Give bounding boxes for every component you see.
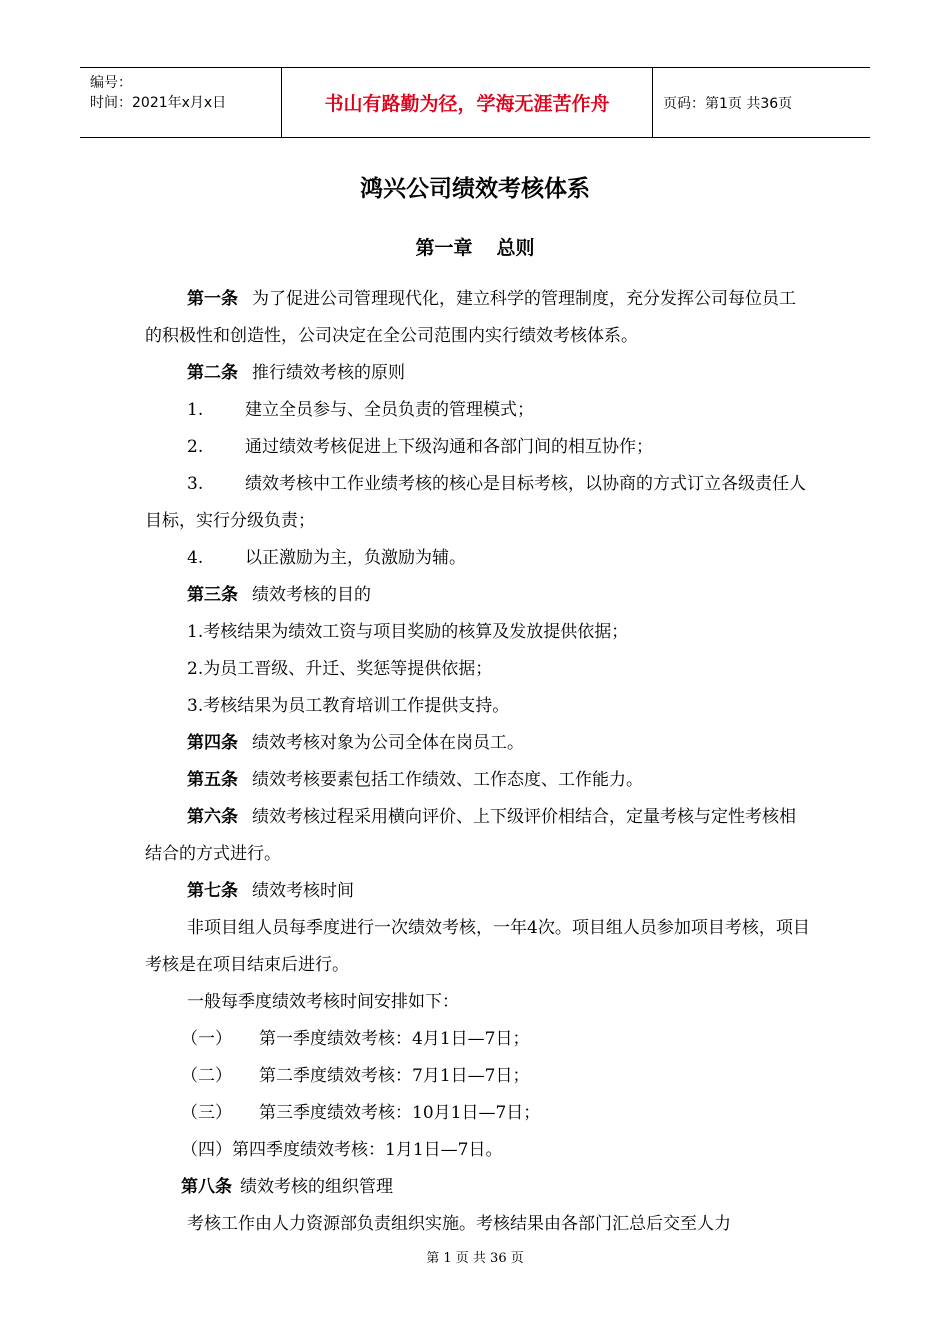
article-6: [145, 799, 810, 873]
article-text: 绩效考核的组织管理: [240, 1177, 393, 1197]
article-label: 第二条: [187, 363, 238, 383]
article-label: 第八条: [181, 1177, 232, 1197]
header-motto: 书山有路勤为径，学海无涯苦作舟: [281, 68, 653, 137]
article-label: 第七条: [187, 881, 238, 901]
article-text: 绩效考核对象为公司全体在岗员工。: [252, 733, 524, 753]
list-item: （三） 第三季度绩效考核：10月1日—7日；: [181, 1103, 541, 1123]
list-item: （四）第四季度绩效考核：1月1日—7日。: [181, 1140, 503, 1160]
paragraph: 一般每季度绩效考核时间安排如下：: [187, 992, 459, 1012]
paragraph: 非项目组人员每季度进行一次绩效考核，一年4次。项目组人员参加项目考核，项目考核是在项目结束后进行。: [145, 918, 810, 975]
paragraph: 考核工作由人力资源部负责组织实施。考核结果由各部门汇总后交至人力: [187, 1214, 731, 1234]
list-item: （二） 第二季度绩效考核：7月1日—7日；: [181, 1066, 530, 1086]
article-5: [145, 762, 810, 799]
article-7: [145, 873, 810, 910]
article-label: 第六条: [187, 807, 238, 827]
chapter-name: 总则: [496, 237, 535, 259]
article-2: [145, 355, 810, 392]
doc-date: 时间：2021年x月x日: [90, 95, 227, 111]
list-item: 2. 通过绩效考核促进上下级沟通和各部门间的相互协作；: [187, 437, 653, 457]
list-item: 3. 绩效考核中工作业绩考核的核心是目标考核，以协商的方式订立各级责任人目标，实行分级负责；: [145, 474, 806, 531]
list-item: （一） 第一季度绩效考核：4月1日—7日；: [181, 1029, 530, 1049]
document-body: [145, 281, 810, 1243]
page-header: [80, 67, 870, 138]
doc-number-label: 编号：: [90, 75, 132, 91]
article-text: 为了促进公司管理现代化，建立科学的管理制度，充分发挥公司每位员工的积极性和创造性，公司决定在全公司范围内实行绩效考核体系。: [145, 289, 796, 346]
article-text: 绩效考核过程采用横向评价、上下级评价相结合，定量考核与定性考核相结合的方式进行。: [145, 807, 796, 864]
page-footer: 第 1 页 共 36 页: [426, 1251, 524, 1266]
article-3: [145, 577, 810, 614]
article-label: 第四条: [187, 733, 238, 753]
chapter-number: 第一章: [415, 237, 473, 259]
list-item: 2.为员工晋级、升迁、奖惩等提供依据；: [187, 659, 493, 679]
article-text: 推行绩效考核的原则: [252, 363, 405, 383]
list-item: 4. 以正激励为主，负激励为辅。: [187, 548, 466, 568]
document-title: 鸿兴公司绩效考核体系: [360, 176, 590, 202]
article-text: 绩效考核时间: [252, 881, 354, 901]
article-label: 第五条: [187, 770, 238, 790]
chapter-heading: [0, 233, 950, 260]
article-text: 绩效考核要素包括工作绩效、工作态度、工作能力。: [252, 770, 643, 790]
header-meta: [80, 68, 281, 137]
list-item: 1.考核结果为绩效工资与项目奖励的核算及发放提供依据；: [187, 622, 629, 642]
list-item: 3.考核结果为员工教育培训工作提供支持。: [187, 696, 510, 716]
article-4: [145, 725, 810, 762]
list-item: 1. 建立全员参与、全员负责的管理模式；: [187, 400, 534, 420]
article-label: 第一条: [187, 289, 238, 309]
header-page-info: 页码：第1页 共36页: [663, 95, 793, 112]
article-8: [145, 1169, 810, 1206]
article-label: 第三条: [187, 585, 238, 605]
article-1: [145, 281, 810, 355]
article-text: 绩效考核的目的: [252, 585, 371, 605]
